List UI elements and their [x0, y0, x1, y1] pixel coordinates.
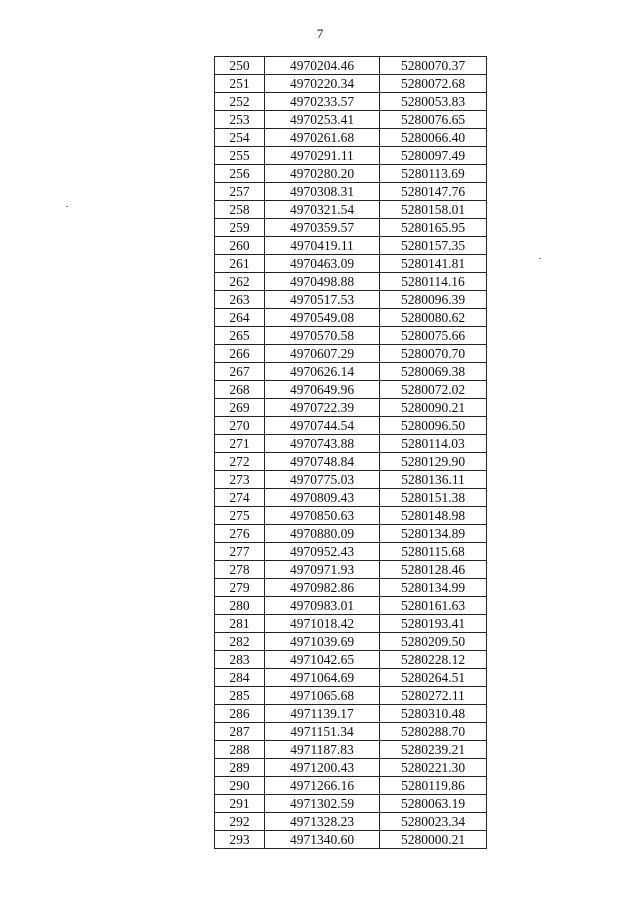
point-number-cell: 290 [215, 777, 265, 795]
y-coordinate-cell: 5280161.63 [380, 597, 487, 615]
y-coordinate-cell: 5280158.01 [380, 201, 487, 219]
point-number-cell: 281 [215, 615, 265, 633]
table-row [215, 417, 487, 435]
y-coordinate-cell: 5280114.03 [380, 435, 487, 453]
x-coordinate-cell: 4971302.59 [265, 795, 380, 813]
table-row [215, 543, 487, 561]
point-number-cell: 285 [215, 687, 265, 705]
point-number-cell: 273 [215, 471, 265, 489]
y-coordinate-cell: 5280151.38 [380, 489, 487, 507]
y-coordinate-cell: 5280209.50 [380, 633, 487, 651]
table-row [215, 489, 487, 507]
page-number: 7 [316, 26, 324, 41]
point-number-cell: 253 [215, 111, 265, 129]
y-coordinate-cell: 5280070.37 [380, 57, 487, 75]
x-coordinate-cell: 4971200.43 [265, 759, 380, 777]
y-coordinate-cell: 5280128.46 [380, 561, 487, 579]
point-number-cell: 264 [215, 309, 265, 327]
x-coordinate-cell: 4970850.63 [265, 507, 380, 525]
x-coordinate-cell: 4970971.93 [265, 561, 380, 579]
table-row [215, 705, 487, 723]
table-row [215, 327, 487, 345]
x-coordinate-cell: 4970220.34 [265, 75, 380, 93]
x-coordinate-cell: 4971187.83 [265, 741, 380, 759]
y-coordinate-cell: 5280113.69 [380, 165, 487, 183]
point-number-cell: 286 [215, 705, 265, 723]
point-number-cell: 288 [215, 741, 265, 759]
scan-speck [66, 206, 68, 207]
point-number-cell: 277 [215, 543, 265, 561]
y-coordinate-cell: 5280119.86 [380, 777, 487, 795]
point-number-cell: 279 [215, 579, 265, 597]
point-number-cell: 275 [215, 507, 265, 525]
x-coordinate-cell: 4970253.41 [265, 111, 380, 129]
table-row [215, 381, 487, 399]
point-number-cell: 263 [215, 291, 265, 309]
x-coordinate-cell: 4971139.17 [265, 705, 380, 723]
table-row [215, 219, 487, 237]
point-number-cell: 265 [215, 327, 265, 345]
point-number-cell: 274 [215, 489, 265, 507]
x-coordinate-cell: 4971042.65 [265, 651, 380, 669]
y-coordinate-cell: 5280272.11 [380, 687, 487, 705]
point-number-cell: 268 [215, 381, 265, 399]
y-coordinate-cell: 5280023.34 [380, 813, 487, 831]
table-row [215, 669, 487, 687]
y-coordinate-cell: 5280134.99 [380, 579, 487, 597]
point-number-cell: 267 [215, 363, 265, 381]
y-coordinate-cell: 5280310.48 [380, 705, 487, 723]
x-coordinate-cell: 4971328.23 [265, 813, 380, 831]
table-row [215, 561, 487, 579]
point-number-cell: 278 [215, 561, 265, 579]
coordinates-table-body [215, 57, 487, 849]
x-coordinate-cell: 4970321.54 [265, 201, 380, 219]
y-coordinate-cell: 5280070.70 [380, 345, 487, 363]
x-coordinate-cell: 4970570.58 [265, 327, 380, 345]
x-coordinate-cell: 4970233.57 [265, 93, 380, 111]
point-number-cell: 284 [215, 669, 265, 687]
table-row [215, 633, 487, 651]
table-row [215, 291, 487, 309]
x-coordinate-cell: 4971065.68 [265, 687, 380, 705]
y-coordinate-cell: 5280000.21 [380, 831, 487, 849]
x-coordinate-cell: 4970419.11 [265, 237, 380, 255]
x-coordinate-cell: 4970982.86 [265, 579, 380, 597]
x-coordinate-cell: 4970722.39 [265, 399, 380, 417]
table-row [215, 597, 487, 615]
y-coordinate-cell: 5280157.35 [380, 237, 487, 255]
point-number-cell: 250 [215, 57, 265, 75]
x-coordinate-cell: 4970952.43 [265, 543, 380, 561]
table-row [215, 309, 487, 327]
y-coordinate-cell: 5280129.90 [380, 453, 487, 471]
x-coordinate-cell: 4970463.09 [265, 255, 380, 273]
table-row [215, 183, 487, 201]
y-coordinate-cell: 5280063.19 [380, 795, 487, 813]
y-coordinate-cell: 5280066.40 [380, 129, 487, 147]
x-coordinate-cell: 4970549.08 [265, 309, 380, 327]
x-coordinate-cell: 4971151.34 [265, 723, 380, 741]
table-row [215, 147, 487, 165]
coordinates-table [214, 56, 487, 849]
x-coordinate-cell: 4970744.54 [265, 417, 380, 435]
y-coordinate-cell: 5280239.21 [380, 741, 487, 759]
point-number-cell: 287 [215, 723, 265, 741]
table-row [215, 201, 487, 219]
x-coordinate-cell: 4970607.29 [265, 345, 380, 363]
point-number-cell: 260 [215, 237, 265, 255]
table-row [215, 129, 487, 147]
y-coordinate-cell: 5280076.65 [380, 111, 487, 129]
table-row [215, 363, 487, 381]
table-row [215, 453, 487, 471]
x-coordinate-cell: 4971018.42 [265, 615, 380, 633]
x-coordinate-cell: 4970308.31 [265, 183, 380, 201]
point-number-cell: 282 [215, 633, 265, 651]
x-coordinate-cell: 4970359.57 [265, 219, 380, 237]
x-coordinate-cell: 4970517.53 [265, 291, 380, 309]
table-row [215, 75, 487, 93]
table-row [215, 93, 487, 111]
x-coordinate-cell: 4970204.46 [265, 57, 380, 75]
point-number-cell: 255 [215, 147, 265, 165]
y-coordinate-cell: 5280096.39 [380, 291, 487, 309]
point-number-cell: 258 [215, 201, 265, 219]
scan-speck [539, 258, 541, 259]
y-coordinate-cell: 5280097.49 [380, 147, 487, 165]
point-number-cell: 276 [215, 525, 265, 543]
y-coordinate-cell: 5280193.41 [380, 615, 487, 633]
point-number-cell: 289 [215, 759, 265, 777]
point-number-cell: 262 [215, 273, 265, 291]
point-number-cell: 259 [215, 219, 265, 237]
table-row [215, 507, 487, 525]
y-coordinate-cell: 5280072.68 [380, 75, 487, 93]
y-coordinate-cell: 5280069.38 [380, 363, 487, 381]
table-row [215, 111, 487, 129]
point-number-cell: 269 [215, 399, 265, 417]
x-coordinate-cell: 4970280.20 [265, 165, 380, 183]
y-coordinate-cell: 5280141.81 [380, 255, 487, 273]
table-row [215, 777, 487, 795]
point-number-cell: 257 [215, 183, 265, 201]
x-coordinate-cell: 4971266.16 [265, 777, 380, 795]
point-number-cell: 272 [215, 453, 265, 471]
y-coordinate-cell: 5280096.50 [380, 417, 487, 435]
table-row [215, 435, 487, 453]
table-row [215, 399, 487, 417]
table-row [215, 795, 487, 813]
table-row [215, 687, 487, 705]
x-coordinate-cell: 4970775.03 [265, 471, 380, 489]
point-number-cell: 292 [215, 813, 265, 831]
y-coordinate-cell: 5280228.12 [380, 651, 487, 669]
table-row [215, 237, 487, 255]
y-coordinate-cell: 5280134.89 [380, 525, 487, 543]
table-row [215, 741, 487, 759]
x-coordinate-cell: 4970498.88 [265, 273, 380, 291]
point-number-cell: 293 [215, 831, 265, 849]
x-coordinate-cell: 4970809.43 [265, 489, 380, 507]
table-row [215, 273, 487, 291]
y-coordinate-cell: 5280114.16 [380, 273, 487, 291]
y-coordinate-cell: 5280165.95 [380, 219, 487, 237]
y-coordinate-cell: 5280136.11 [380, 471, 487, 489]
y-coordinate-cell: 5280115.68 [380, 543, 487, 561]
y-coordinate-cell: 5280221.30 [380, 759, 487, 777]
point-number-cell: 271 [215, 435, 265, 453]
point-number-cell: 280 [215, 597, 265, 615]
point-number-cell: 270 [215, 417, 265, 435]
table-row [215, 525, 487, 543]
y-coordinate-cell: 5280264.51 [380, 669, 487, 687]
point-number-cell: 254 [215, 129, 265, 147]
y-coordinate-cell: 5280090.21 [380, 399, 487, 417]
point-number-cell: 251 [215, 75, 265, 93]
table-row [215, 57, 487, 75]
x-coordinate-cell: 4970261.68 [265, 129, 380, 147]
table-row [215, 471, 487, 489]
table-row [215, 813, 487, 831]
x-coordinate-cell: 4971340.60 [265, 831, 380, 849]
point-number-cell: 261 [215, 255, 265, 273]
table-row [215, 723, 487, 741]
x-coordinate-cell: 4970649.96 [265, 381, 380, 399]
table-row [215, 651, 487, 669]
table-row [215, 759, 487, 777]
x-coordinate-cell: 4970983.01 [265, 597, 380, 615]
y-coordinate-cell: 5280147.76 [380, 183, 487, 201]
table-row [215, 255, 487, 273]
x-coordinate-cell: 4971039.69 [265, 633, 380, 651]
point-number-cell: 283 [215, 651, 265, 669]
table-row [215, 579, 487, 597]
y-coordinate-cell: 5280053.83 [380, 93, 487, 111]
x-coordinate-cell: 4970291.11 [265, 147, 380, 165]
y-coordinate-cell: 5280148.98 [380, 507, 487, 525]
point-number-cell: 252 [215, 93, 265, 111]
x-coordinate-cell: 4971064.69 [265, 669, 380, 687]
x-coordinate-cell: 4970880.09 [265, 525, 380, 543]
y-coordinate-cell: 5280072.02 [380, 381, 487, 399]
y-coordinate-cell: 5280075.66 [380, 327, 487, 345]
table-row [215, 831, 487, 849]
y-coordinate-cell: 5280288.70 [380, 723, 487, 741]
table-row [215, 165, 487, 183]
x-coordinate-cell: 4970748.84 [265, 453, 380, 471]
y-coordinate-cell: 5280080.62 [380, 309, 487, 327]
x-coordinate-cell: 4970626.14 [265, 363, 380, 381]
point-number-cell: 291 [215, 795, 265, 813]
point-number-cell: 256 [215, 165, 265, 183]
table-row [215, 345, 487, 363]
x-coordinate-cell: 4970743.88 [265, 435, 380, 453]
table-row [215, 615, 487, 633]
point-number-cell: 266 [215, 345, 265, 363]
